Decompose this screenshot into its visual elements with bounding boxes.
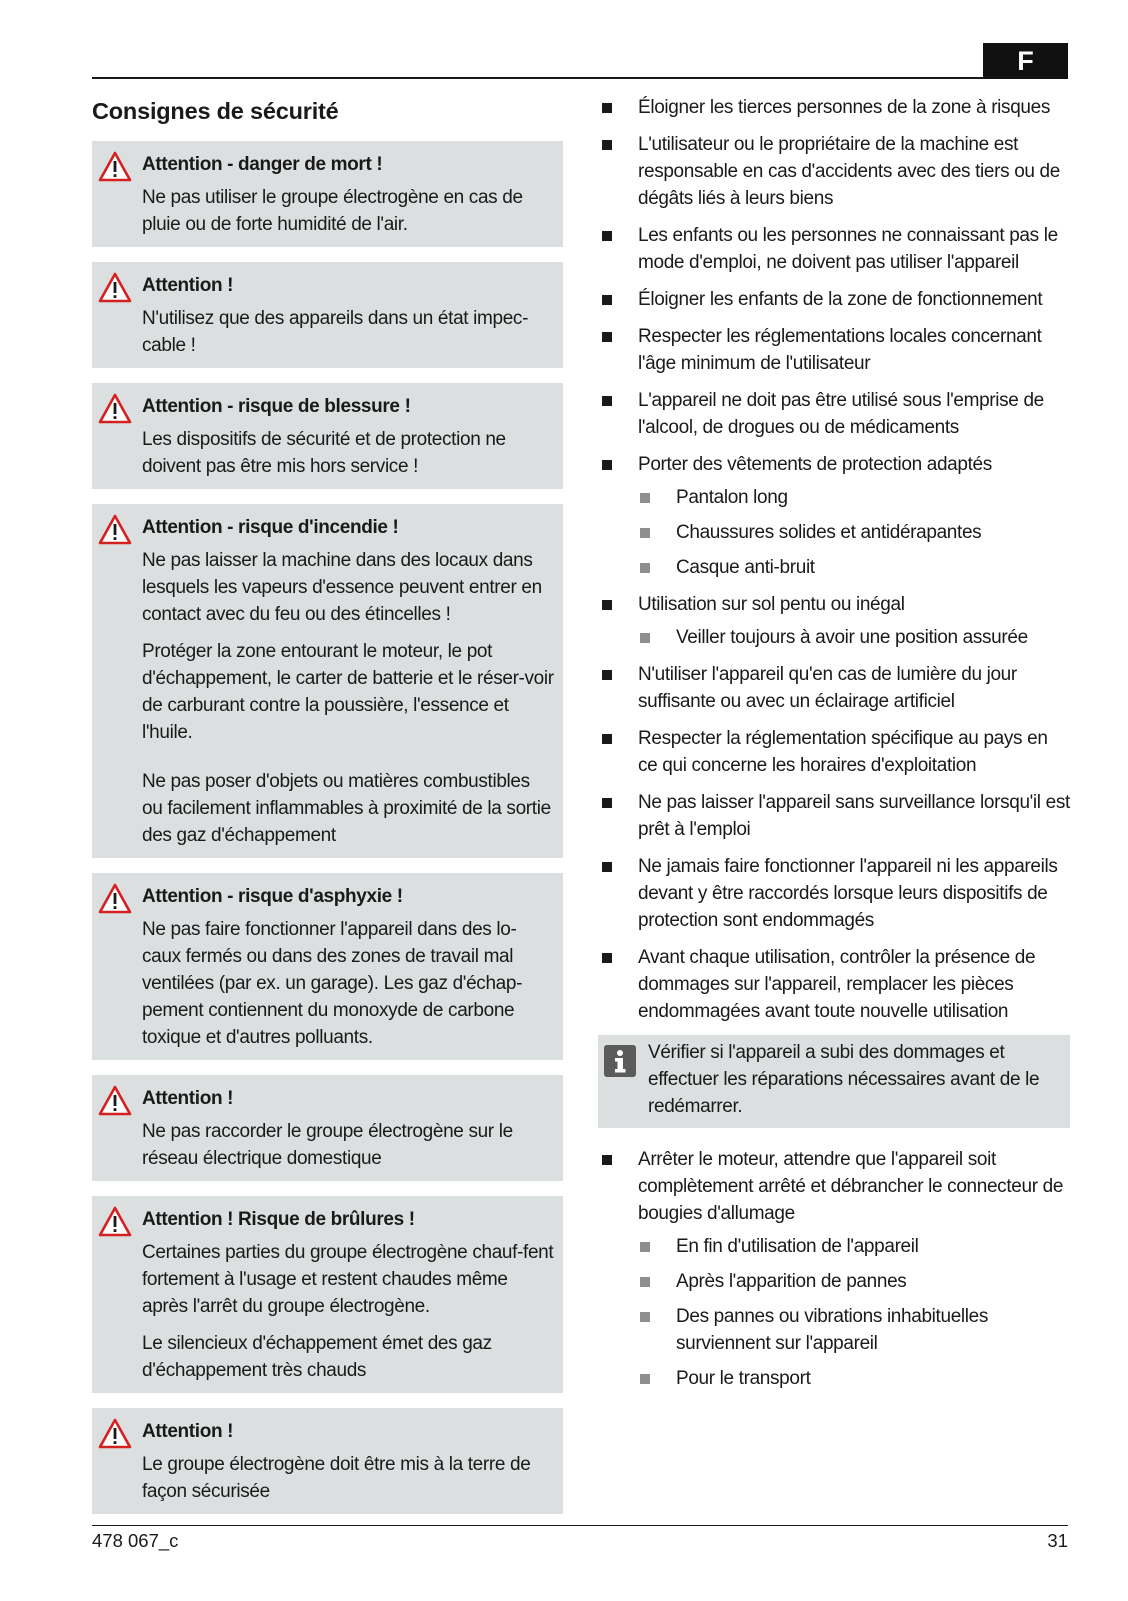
bullet-square-icon (602, 396, 612, 406)
sub-list-item (638, 554, 1070, 581)
list-item-slope (600, 591, 1070, 651)
list-item-text: Porter des vêtements de protection adaptés (638, 454, 992, 475)
warning-text: Le silencieux d'échappement émet des gaz d'échappement très chauds (142, 1333, 492, 1381)
list-item-text: L'appareil ne doit pas être utilisé sous l'emprise de l'alcool, de drogues ou de médicaments (638, 390, 1044, 438)
bullet-square-icon (602, 103, 612, 113)
warning-box (92, 141, 563, 247)
safety-list-b (600, 661, 1070, 1025)
warning-triangle-icon (98, 883, 132, 914)
warning-title: Attention - danger de mort ! (142, 154, 383, 175)
safety-list-stop (600, 1146, 1070, 1392)
warning-text: Ne pas poser d'objets ou matières combustibles ou facilement inflammables à proximité de la sortie des gaz d'échappement (142, 771, 551, 846)
clothing-sublist (638, 484, 1070, 581)
bullet-square-icon (602, 600, 612, 610)
sub-list-item-text: Des pannes ou vibrations inhabituelles surviennent sur l'appareil (676, 1306, 989, 1354)
list-item (600, 661, 1070, 715)
list-item (600, 789, 1070, 843)
bullet-square-icon (602, 332, 612, 342)
sub-list-item (638, 484, 1070, 511)
list-item (600, 94, 1070, 121)
sub-list-item (638, 1268, 1070, 1295)
list-item-clothing (600, 451, 1070, 581)
safety-list-clothing (600, 451, 1070, 651)
top-rule (92, 77, 1068, 79)
warning-title: Attention - risque de blessure ! (142, 396, 411, 417)
page-number: 31 (1047, 1530, 1068, 1551)
warning-title: Attention - risque d'incendie ! (142, 517, 399, 538)
sub-bullet-square-icon (640, 1374, 650, 1384)
warning-title: Attention ! Risque de brûlures ! (142, 1209, 415, 1230)
warning-triangle-icon (98, 1206, 132, 1237)
list-item-text: L'utilisateur ou le propriétaire de la machine est responsable en cas d'accidents avec des tiers ou de dégâts liés à leurs biens (638, 134, 1060, 209)
list-item (600, 323, 1070, 377)
warning-triangle-icon (98, 393, 132, 424)
list-item-text: Éloigner les enfants de la zone de fonctionnement (638, 289, 1043, 310)
warning-text: N'utilisez que des appareils dans un état impec-cable ! (142, 308, 529, 356)
safety-list-a (600, 94, 1070, 441)
sub-bullet-square-icon (640, 1312, 650, 1322)
warning-text: Protéger la zone entourant le moteur, le pot d'échappement, le carter de batterie et le réser-voir de carburant contre la poussière, l'essence et l'huile. (142, 641, 554, 743)
warning-triangle-icon (98, 514, 132, 545)
warning-text: Le groupe électrogène doit être mis à la terre de façon sécurisée (142, 1454, 531, 1502)
right-column (600, 94, 1070, 1402)
sub-list-item-text: Veiller toujours à avoir une position assurée (676, 627, 1028, 648)
list-item-stop (600, 1146, 1070, 1392)
warning-title: Attention ! (142, 1421, 234, 1442)
list-item-text: N'utiliser l'appareil qu'en cas de lumière du jour suffisante ou avec un éclairage artificiel (638, 664, 1017, 712)
list-item-text: Respecter les réglementations locales concernant l'âge minimum de l'utilisateur (638, 326, 1042, 374)
bullet-square-icon (602, 140, 612, 150)
bullet-square-icon (602, 798, 612, 808)
slope-sublist (638, 624, 1070, 651)
sub-list-item (638, 624, 1070, 651)
warning-box (92, 383, 563, 489)
bullet-square-icon (602, 460, 612, 470)
warning-text: Ne pas utiliser le groupe électrogène en cas de pluie ou de forte humidité de l'air. (142, 187, 523, 235)
warning-text: Certaines parties du groupe électrogène chauf-fent fortement à l'usage et restent chaudes même après l'arrêt du groupe électrogène. (142, 1242, 554, 1317)
sub-list-item-text: Pour le transport (676, 1368, 811, 1389)
sub-bullet-square-icon (640, 633, 650, 643)
list-item-text: Utilisation sur sol pentu ou inégal (638, 594, 905, 615)
info-text: Vérifier si l'appareil a subi des dommages et effectuer les réparations nécessaires avant de le redémarrer. (648, 1042, 1040, 1117)
list-item (600, 725, 1070, 779)
info-icon (604, 1045, 636, 1077)
stop-sublist (638, 1233, 1070, 1392)
list-item-text: Les enfants ou les personnes ne connaissant pas le mode d'emploi, ne doivent pas utiliser l'appareil (638, 225, 1058, 273)
warning-triangle-icon (98, 151, 132, 182)
list-item (600, 387, 1070, 441)
bullet-square-icon (602, 734, 612, 744)
info-box (598, 1035, 1070, 1128)
warning-text: Les dispositifs de sécurité et de protection ne doivent pas être mis hors service ! (142, 429, 506, 477)
list-item-text: Ne jamais faire fonctionner l'appareil ni les appareils devant y être raccordés lorsque leurs dispositifs de protection sont endommagés (638, 856, 1058, 931)
bullet-square-icon (602, 862, 612, 872)
list-item-text: Ne pas laisser l'appareil sans surveillance lorsqu'il est prêt à l'emploi (638, 792, 1070, 840)
warning-box (92, 1196, 563, 1393)
page-title: Consignes de sécurité (92, 98, 339, 124)
list-item (600, 222, 1070, 276)
warning-list (92, 141, 563, 1514)
sub-list-item-text: Casque anti-bruit (676, 557, 815, 578)
warning-box (92, 873, 563, 1060)
sub-list-item-text: Après l'apparition de pannes (676, 1271, 907, 1292)
warning-box (92, 262, 563, 368)
bullet-square-icon (602, 953, 612, 963)
warning-box (92, 504, 563, 858)
bullet-square-icon (602, 1155, 612, 1165)
sub-list-item (638, 1365, 1070, 1392)
warning-text: Ne pas raccorder le groupe électrogène sur le réseau électrique domestique (142, 1121, 513, 1169)
list-item (600, 131, 1070, 212)
warning-box (92, 1075, 563, 1181)
list-item-text: Avant chaque utilisation, contrôler la présence de dommages sur l'appareil, remplacer les pièces endommagées avant toute nouvelle utilisation (638, 947, 1036, 1022)
list-item (600, 944, 1070, 1025)
bottom-rule (92, 1525, 1068, 1526)
sub-list-item-text: En fin d'utilisation de l'appareil (676, 1236, 919, 1257)
list-item-text: Respecter la réglementation spécifique au pays en ce qui concerne les horaires d'exploitation (638, 728, 1048, 776)
sub-bullet-square-icon (640, 1242, 650, 1252)
sub-list-item-text: Chaussures solides et antidérapantes (676, 522, 982, 543)
warning-text: Ne pas faire fonctionner l'appareil dans des lo-caux fermés ou dans des zones de travail mal ventilées (par ex. un garage). Les gaz d'échap-pement contiennent du monoxyde de carbone toxique et d'autres polluants. (142, 919, 523, 1048)
warning-triangle-icon (98, 1085, 132, 1116)
doc-number: 478 067_c (92, 1530, 179, 1551)
sub-bullet-square-icon (640, 528, 650, 538)
bullet-square-icon (602, 670, 612, 680)
sub-bullet-square-icon (640, 493, 650, 503)
list-item (600, 286, 1070, 313)
sub-list-item (638, 519, 1070, 546)
list-item-text: Éloigner les tierces personnes de la zone à risques (638, 97, 1051, 118)
language-tab: F (983, 43, 1068, 79)
sub-list-item-text: Pantalon long (676, 487, 788, 508)
sub-list-item (638, 1303, 1070, 1357)
warning-triangle-icon (98, 1418, 132, 1449)
sub-bullet-square-icon (640, 563, 650, 573)
list-item (600, 853, 1070, 934)
sub-list-item (638, 1233, 1070, 1260)
bullet-square-icon (602, 231, 612, 241)
list-item-text: Arrêter le moteur, attendre que l'appareil soit complètement arrêté et débrancher le connecteur de bougies d'allumage (638, 1149, 1064, 1224)
warning-title: Attention - risque d'asphyxie ! (142, 886, 403, 907)
warning-title: Attention ! (142, 275, 234, 296)
warning-triangle-icon (98, 272, 132, 303)
left-column (92, 98, 563, 1529)
warning-box (92, 1408, 563, 1514)
warning-text: Ne pas laisser la machine dans des locaux dans lesquels les vapeurs d'essence peuvent entrer en contact avec du feu ou des étincelles ! (142, 550, 542, 625)
bullet-square-icon (602, 295, 612, 305)
warning-title: Attention ! (142, 1088, 234, 1109)
sub-bullet-square-icon (640, 1277, 650, 1287)
